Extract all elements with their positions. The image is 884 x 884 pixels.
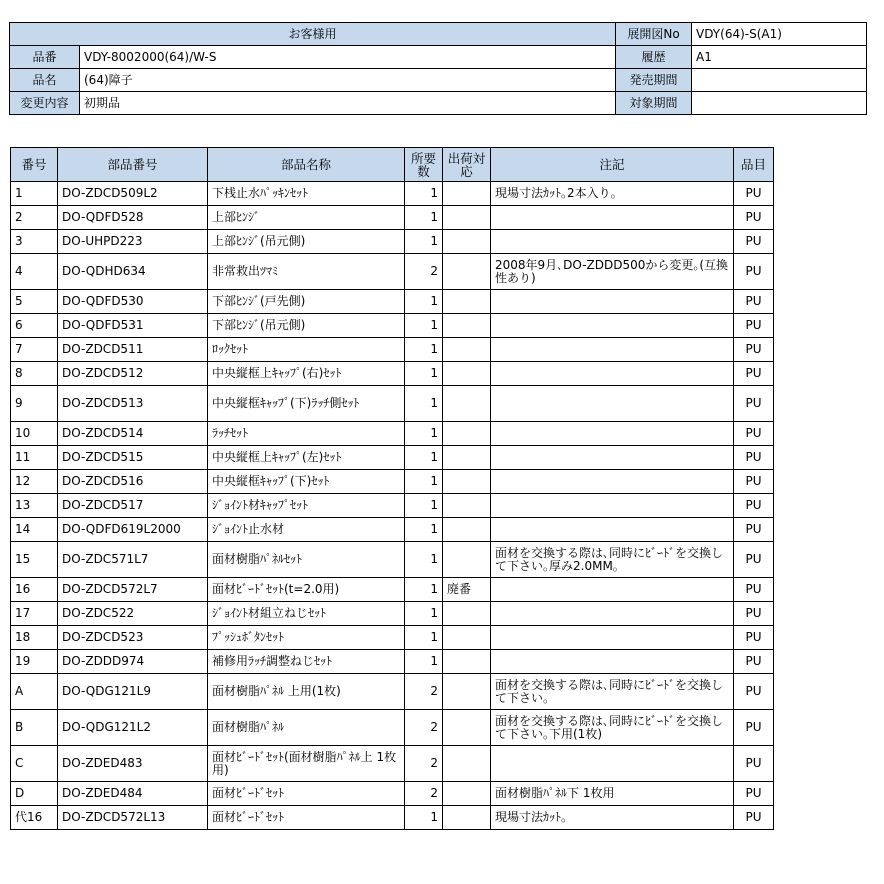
cell-note	[491, 338, 734, 362]
cell-cat: PU	[734, 494, 774, 518]
cell-part-no: DO-QDFD530	[58, 290, 208, 314]
cell-qty: 1	[405, 230, 443, 254]
cell-ship	[443, 446, 491, 470]
cell-cat: PU	[734, 674, 774, 710]
cell-note	[491, 518, 734, 542]
table-row	[11, 602, 774, 626]
table-row	[11, 710, 774, 746]
cell-qty: 1	[405, 494, 443, 518]
name-value: (64)障子	[80, 69, 616, 92]
cell-part-no: DO-ZDCD513	[58, 386, 208, 422]
cell-ship	[443, 386, 491, 422]
cell-num: 18	[11, 626, 58, 650]
cell-qty: 1	[405, 626, 443, 650]
cell-ship	[443, 602, 491, 626]
table-row	[11, 362, 774, 386]
cell-num: 14	[11, 518, 58, 542]
cell-num: 2	[11, 206, 58, 230]
cell-cat: PU	[734, 710, 774, 746]
cell-name: 面材ﾋﾞｰﾄﾞｾｯﾄ	[208, 782, 405, 806]
cell-ship	[443, 338, 491, 362]
cell-ship	[443, 182, 491, 206]
cell-cat: PU	[734, 230, 774, 254]
name-label: 品名	[10, 69, 80, 92]
cell-note	[491, 650, 734, 674]
cell-cat: PU	[734, 314, 774, 338]
parts-header-row	[11, 148, 774, 182]
cell-cat: PU	[734, 422, 774, 446]
cell-cat: PU	[734, 446, 774, 470]
cell-cat: PU	[734, 806, 774, 830]
cell-num: 17	[11, 602, 58, 626]
cell-qty: 1	[405, 446, 443, 470]
cell-ship	[443, 710, 491, 746]
cell-cat: PU	[734, 290, 774, 314]
cell-part-no: DO-ZDCD516	[58, 470, 208, 494]
cell-num: 3	[11, 230, 58, 254]
cell-qty: 2	[405, 674, 443, 710]
cell-cat: PU	[734, 542, 774, 578]
cell-ship	[443, 518, 491, 542]
cell-note: 現場寸法ｶｯﾄ｡2本入り｡	[491, 182, 734, 206]
cell-num: 19	[11, 650, 58, 674]
cell-name: 面材樹脂ﾊﾟﾈﾙｾｯﾄ	[208, 542, 405, 578]
table-row	[11, 542, 774, 578]
cell-qty: 1	[405, 206, 443, 230]
header-row-part-no	[10, 46, 867, 69]
cell-qty: 1	[405, 470, 443, 494]
col-header-part-no: 部品番号	[58, 148, 208, 182]
diagram-no-label: 展開図No	[616, 23, 692, 46]
cell-ship	[443, 362, 491, 386]
cell-num: 16	[11, 578, 58, 602]
cell-ship	[443, 746, 491, 782]
cell-ship	[443, 782, 491, 806]
cell-part-no: DO-ZDDD974	[58, 650, 208, 674]
target-label: 対象期間	[616, 92, 692, 115]
header-table	[9, 22, 867, 115]
cell-ship	[443, 254, 491, 290]
cell-name: 上部ﾋﾝｼﾞ(吊元側)	[208, 230, 405, 254]
cell-ship	[443, 422, 491, 446]
cell-num: 10	[11, 422, 58, 446]
cell-name: ｼﾞｮｲﾝﾄ材組立ねじｾｯﾄ	[208, 602, 405, 626]
cell-name: ﾛｯｸｾｯﾄ	[208, 338, 405, 362]
cell-part-no: DO-ZDC571L7	[58, 542, 208, 578]
cell-num: 1	[11, 182, 58, 206]
cell-part-no: DO-QDFD528	[58, 206, 208, 230]
cell-part-no: DO-ZDCD514	[58, 422, 208, 446]
cell-num: 代16	[11, 806, 58, 830]
cell-num: B	[11, 710, 58, 746]
cell-cat: PU	[734, 206, 774, 230]
table-row	[11, 314, 774, 338]
cell-cat: PU	[734, 746, 774, 782]
cell-qty: 2	[405, 746, 443, 782]
cell-qty: 1	[405, 422, 443, 446]
cell-note	[491, 362, 734, 386]
cell-cat: PU	[734, 626, 774, 650]
cell-qty: 1	[405, 290, 443, 314]
cell-part-no: DO-QDHD634	[58, 254, 208, 290]
cell-num: 4	[11, 254, 58, 290]
cell-cat: PU	[734, 254, 774, 290]
cell-name: 上部ﾋﾝｼﾞ	[208, 206, 405, 230]
cell-note: 現場寸法ｶｯﾄ｡	[491, 806, 734, 830]
cell-name: ﾌﾟｯｼｭﾎﾞﾀﾝｾｯﾄ	[208, 626, 405, 650]
cell-num: 6	[11, 314, 58, 338]
cell-num: 12	[11, 470, 58, 494]
cell-name: 面材ﾋﾞｰﾄﾞｾｯﾄ(t=2.0用)	[208, 578, 405, 602]
cell-cat: PU	[734, 338, 774, 362]
cell-num: 15	[11, 542, 58, 578]
col-header-qty: 所要数	[405, 148, 443, 182]
cell-note	[491, 602, 734, 626]
table-row	[11, 578, 774, 602]
table-row	[11, 674, 774, 710]
parts-table	[10, 147, 774, 830]
cell-part-no: DO-UHPD223	[58, 230, 208, 254]
cell-note: 2008年9月､DO-ZDDD500から変更｡(互換性あり)	[491, 254, 734, 290]
cell-cat: PU	[734, 782, 774, 806]
table-row	[11, 230, 774, 254]
target-value	[692, 92, 867, 115]
customer-label: お客様用	[10, 23, 616, 46]
cell-cat: PU	[734, 650, 774, 674]
cell-qty: 1	[405, 650, 443, 674]
table-row	[11, 338, 774, 362]
cell-note: 面材を交換する際は､同時にﾋﾞｰﾄﾞを交換して下さい｡	[491, 674, 734, 710]
cell-name: 中央縦框ｷｬｯﾌﾟ(下)ｾｯﾄ	[208, 470, 405, 494]
cell-name: ｼﾞｮｲﾝﾄ材ｷｬｯﾌﾟｾｯﾄ	[208, 494, 405, 518]
table-row	[11, 518, 774, 542]
part-no-label: 品番	[10, 46, 80, 69]
cell-part-no: DO-ZDC522	[58, 602, 208, 626]
cell-part-no: DO-QDFD531	[58, 314, 208, 338]
cell-note	[491, 230, 734, 254]
cell-cat: PU	[734, 470, 774, 494]
table-row	[11, 254, 774, 290]
col-header-name: 部品名称	[208, 148, 405, 182]
cell-ship	[443, 494, 491, 518]
cell-part-no: DO-ZDCD572L7	[58, 578, 208, 602]
header-row-change	[10, 92, 867, 115]
part-no-value: VDY-8002000(64)/W-S	[80, 46, 616, 69]
table-row	[11, 494, 774, 518]
cell-qty: 2	[405, 710, 443, 746]
col-header-num: 番号	[11, 148, 58, 182]
cell-num: D	[11, 782, 58, 806]
cell-cat: PU	[734, 578, 774, 602]
cell-name: 面材ﾋﾞｰﾄﾞｾｯﾄ(面材樹脂ﾊﾟﾈﾙ上 1枚用)	[208, 746, 405, 782]
cell-part-no: DO-QDFD619L2000	[58, 518, 208, 542]
cell-part-no: DO-ZDCD517	[58, 494, 208, 518]
cell-qty: 1	[405, 602, 443, 626]
cell-ship	[443, 542, 491, 578]
cell-cat: PU	[734, 362, 774, 386]
cell-ship	[443, 650, 491, 674]
cell-qty: 2	[405, 254, 443, 290]
cell-note	[491, 746, 734, 782]
cell-part-no: DO-ZDCD511	[58, 338, 208, 362]
cell-name: 下部ﾋﾝｼﾞ(吊元側)	[208, 314, 405, 338]
cell-ship: 廃番	[443, 578, 491, 602]
cell-cat: PU	[734, 386, 774, 422]
cell-qty: 1	[405, 386, 443, 422]
cell-name: 下部ﾋﾝｼﾞ(戸先側)	[208, 290, 405, 314]
diagram-no-value: VDY(64)-S(A1)	[692, 23, 867, 46]
cell-ship	[443, 230, 491, 254]
cell-ship	[443, 674, 491, 710]
cell-qty: 1	[405, 314, 443, 338]
cell-note	[491, 206, 734, 230]
cell-note: 面材を交換する際は､同時にﾋﾞｰﾄﾞを交換して下さい｡下用(1枚)	[491, 710, 734, 746]
cell-name: 中央縦框ｷｬｯﾌﾟ(下)ﾗｯﾁ側ｾｯﾄ	[208, 386, 405, 422]
table-row	[11, 650, 774, 674]
cell-name: 面材樹脂ﾊﾟﾈﾙ	[208, 710, 405, 746]
history-label: 履歴	[616, 46, 692, 69]
cell-note: 面材を交換する際は､同時にﾋﾞｰﾄﾞを交換して下さい｡厚み2.0MM｡	[491, 542, 734, 578]
cell-ship	[443, 290, 491, 314]
cell-note	[491, 494, 734, 518]
cell-qty: 2	[405, 782, 443, 806]
release-label: 発売期間	[616, 69, 692, 92]
cell-num: A	[11, 674, 58, 710]
cell-name: ﾗｯﾁｾｯﾄ	[208, 422, 405, 446]
cell-cat: PU	[734, 182, 774, 206]
change-label: 変更内容	[10, 92, 80, 115]
cell-num: 9	[11, 386, 58, 422]
cell-ship	[443, 206, 491, 230]
col-header-note: 注記	[491, 148, 734, 182]
cell-note: 面材樹脂ﾊﾟﾈﾙ下 1枚用	[491, 782, 734, 806]
table-row	[11, 446, 774, 470]
cell-note	[491, 314, 734, 338]
table-row	[11, 626, 774, 650]
history-value: A1	[692, 46, 867, 69]
cell-num: 8	[11, 362, 58, 386]
cell-note	[491, 446, 734, 470]
table-row	[11, 470, 774, 494]
cell-note	[491, 422, 734, 446]
change-value: 初期品	[80, 92, 616, 115]
cell-qty: 1	[405, 806, 443, 830]
cell-ship	[443, 626, 491, 650]
table-row	[11, 422, 774, 446]
parts-body	[11, 182, 774, 830]
cell-part-no: DO-ZDCD515	[58, 446, 208, 470]
cell-note	[491, 626, 734, 650]
cell-part-no: DO-ZDCD512	[58, 362, 208, 386]
cell-qty: 1	[405, 542, 443, 578]
table-row	[11, 206, 774, 230]
cell-num: 13	[11, 494, 58, 518]
cell-part-no: DO-ZDED483	[58, 746, 208, 782]
col-header-ship: 出荷対応	[443, 148, 491, 182]
cell-ship	[443, 470, 491, 494]
header-row-customer	[10, 23, 867, 46]
cell-name: 面材樹脂ﾊﾟﾈﾙ 上用(1枚)	[208, 674, 405, 710]
table-row	[11, 806, 774, 830]
cell-ship	[443, 314, 491, 338]
cell-part-no: DO-QDG121L2	[58, 710, 208, 746]
cell-qty: 1	[405, 338, 443, 362]
table-row	[11, 746, 774, 782]
cell-qty: 1	[405, 182, 443, 206]
cell-cat: PU	[734, 518, 774, 542]
release-value	[692, 69, 867, 92]
cell-note	[491, 290, 734, 314]
table-row	[11, 386, 774, 422]
cell-cat: PU	[734, 602, 774, 626]
cell-num: 5	[11, 290, 58, 314]
cell-num: C	[11, 746, 58, 782]
cell-name: 中央縦框上ｷｬｯﾌﾟ(右)ｾｯﾄ	[208, 362, 405, 386]
cell-part-no: DO-ZDCD523	[58, 626, 208, 650]
col-header-cat: 品目	[734, 148, 774, 182]
cell-name: 中央縦框上ｷｬｯﾌﾟ(左)ｾｯﾄ	[208, 446, 405, 470]
cell-qty: 1	[405, 578, 443, 602]
cell-ship	[443, 806, 491, 830]
cell-note	[491, 470, 734, 494]
cell-qty: 1	[405, 362, 443, 386]
cell-name: ｼﾞｮｲﾝﾄ止水材	[208, 518, 405, 542]
cell-part-no: DO-QDG121L9	[58, 674, 208, 710]
cell-num: 11	[11, 446, 58, 470]
cell-note	[491, 578, 734, 602]
cell-name: 面材ﾋﾞｰﾄﾞｾｯﾄ	[208, 806, 405, 830]
header-row-name	[10, 69, 867, 92]
table-row	[11, 782, 774, 806]
cell-qty: 1	[405, 518, 443, 542]
table-row	[11, 290, 774, 314]
table-row	[11, 182, 774, 206]
cell-note	[491, 386, 734, 422]
cell-name: 補修用ﾗｯﾁ調整ねじｾｯﾄ	[208, 650, 405, 674]
cell-num: 7	[11, 338, 58, 362]
cell-part-no: DO-ZDCD572L13	[58, 806, 208, 830]
cell-part-no: DO-ZDED484	[58, 782, 208, 806]
cell-name: 下桟止水ﾊﾟｯｷﾝｾｯﾄ	[208, 182, 405, 206]
cell-part-no: DO-ZDCD509L2	[58, 182, 208, 206]
cell-name: 非常救出ﾂﾏﾐ	[208, 254, 405, 290]
